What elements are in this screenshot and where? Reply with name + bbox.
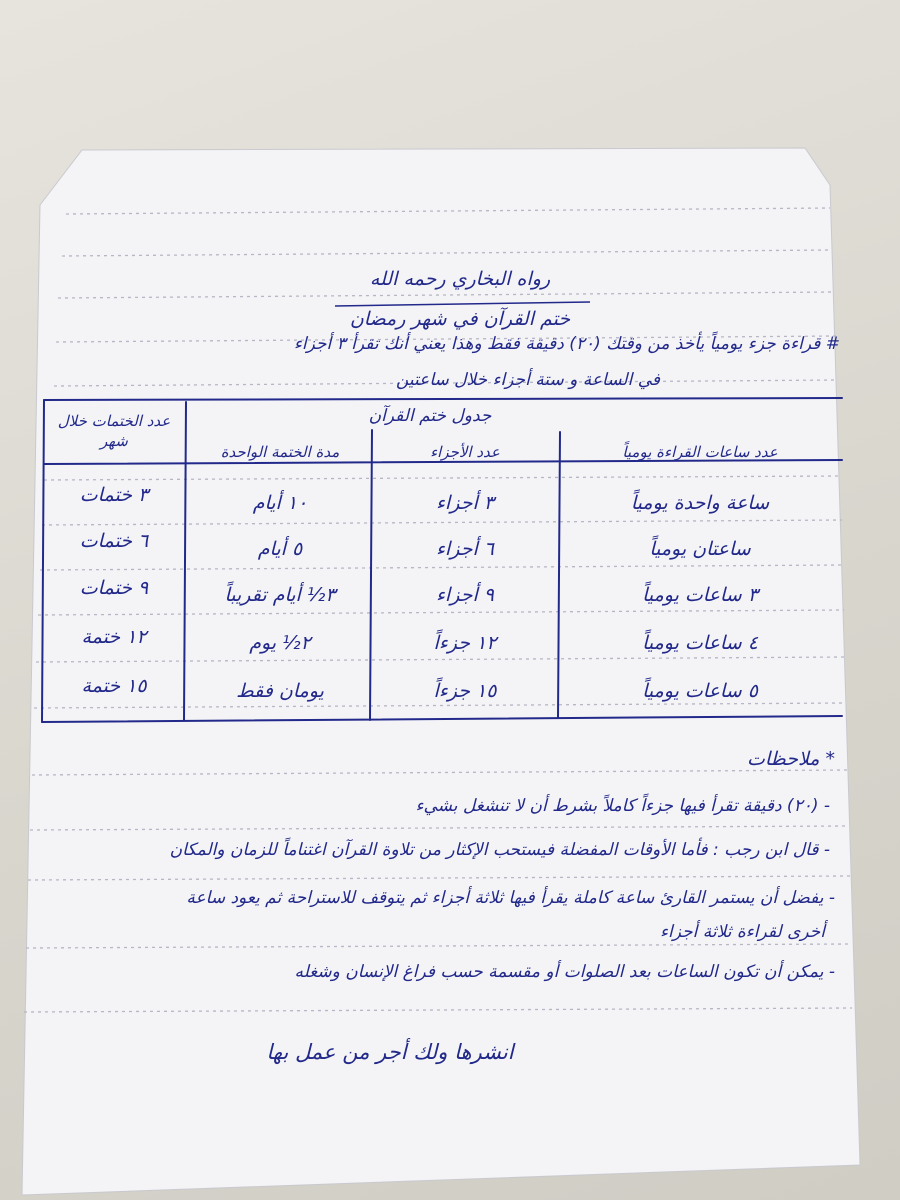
row-2-completions: ٦ ختمات xyxy=(79,530,149,552)
row-3-completions: ٩ ختمات xyxy=(79,577,149,599)
row-4-completions: ١٢ ختمة xyxy=(81,626,147,648)
row-5-parts: ١٥ جزءاً xyxy=(433,680,497,702)
footer-line: انشرها ولك أجر من عمل بها xyxy=(266,1040,514,1064)
notes-heading: * ملاحظات xyxy=(746,748,835,770)
row-2-hours: ساعتان يومياً xyxy=(649,538,751,560)
source-line: رواه البخاري رحمه الله xyxy=(369,268,551,290)
row-3-hours: ٣ ساعات يومياً xyxy=(642,584,758,606)
row-5-duration: يومان فقط xyxy=(236,680,324,702)
intro-line-2: في الساعة و ستة أجزاء خلال ساعتين xyxy=(395,370,660,390)
row-1-hours: ساعة واحدة يومياً xyxy=(630,492,770,514)
header-parts: عدد الأجزاء xyxy=(430,443,500,461)
row-4-duration: ٢½ يوم xyxy=(249,632,311,654)
row-1-parts: ٣ أجزاء xyxy=(436,492,494,514)
row-4-parts: ١٢ جزءاً xyxy=(433,632,497,654)
row-5-completions: ١٥ ختمة xyxy=(81,675,147,697)
row-3-parts: ٩ أجزاء xyxy=(436,584,494,606)
header-duration: مدة الختمة الواحدة xyxy=(220,443,340,461)
note-2: - قال ابن رجب : فأما الأوقات المفضلة فيستحب الإكثار من تلاوة القرآن اغتناماً للزمان والمكان xyxy=(169,840,830,860)
note-1: - (٢٠) دقيقة تقرأ فيها جزءاً كاملاً بشرط أن لا تنشغل بشيء xyxy=(415,796,830,816)
note-3-line-1: - يفضل أن يستمر القارئ ساعة كاملة يقرأ فيها ثلاثة أجزاء ثم يتوقف للاستراحة ثم يعود ساعة xyxy=(186,888,835,908)
header-completions: عدد الختمات خلال شهر xyxy=(57,412,171,450)
row-5-hours: ٥ ساعات يومياً xyxy=(642,680,758,702)
page-title: ختم القرآن في شهر رمضان xyxy=(349,308,571,330)
table-title: جدول ختم القرآن xyxy=(368,406,492,426)
note-3-line-2: أخرى لقراءة ثلاثة أجزاء xyxy=(660,922,825,942)
row-3-duration: ٣½ أيام تقريباً xyxy=(224,584,336,606)
row-2-parts: ٦ أجزاء xyxy=(436,538,494,560)
row-1-completions: ٣ ختمات xyxy=(79,484,149,506)
row-1-duration: ١٠ أيام xyxy=(252,492,308,514)
row-2-duration: ٥ أيام xyxy=(257,538,303,560)
note-4: - يمكن أن تكون الساعات بعد الصلوات أو مقسمة حسب فراغ الإنسان وشغله xyxy=(294,962,835,982)
intro-line-1: # قراءة جزء يومياً يأخذ من وقتك (٢٠) دقيقة فقط وهذا يعني أنك تقرأ ٣ أجزاء xyxy=(293,334,840,354)
header-hours: عدد ساعات القراءة يومياً xyxy=(622,443,778,461)
row-4-hours: ٤ ساعات يومياً xyxy=(642,632,758,654)
